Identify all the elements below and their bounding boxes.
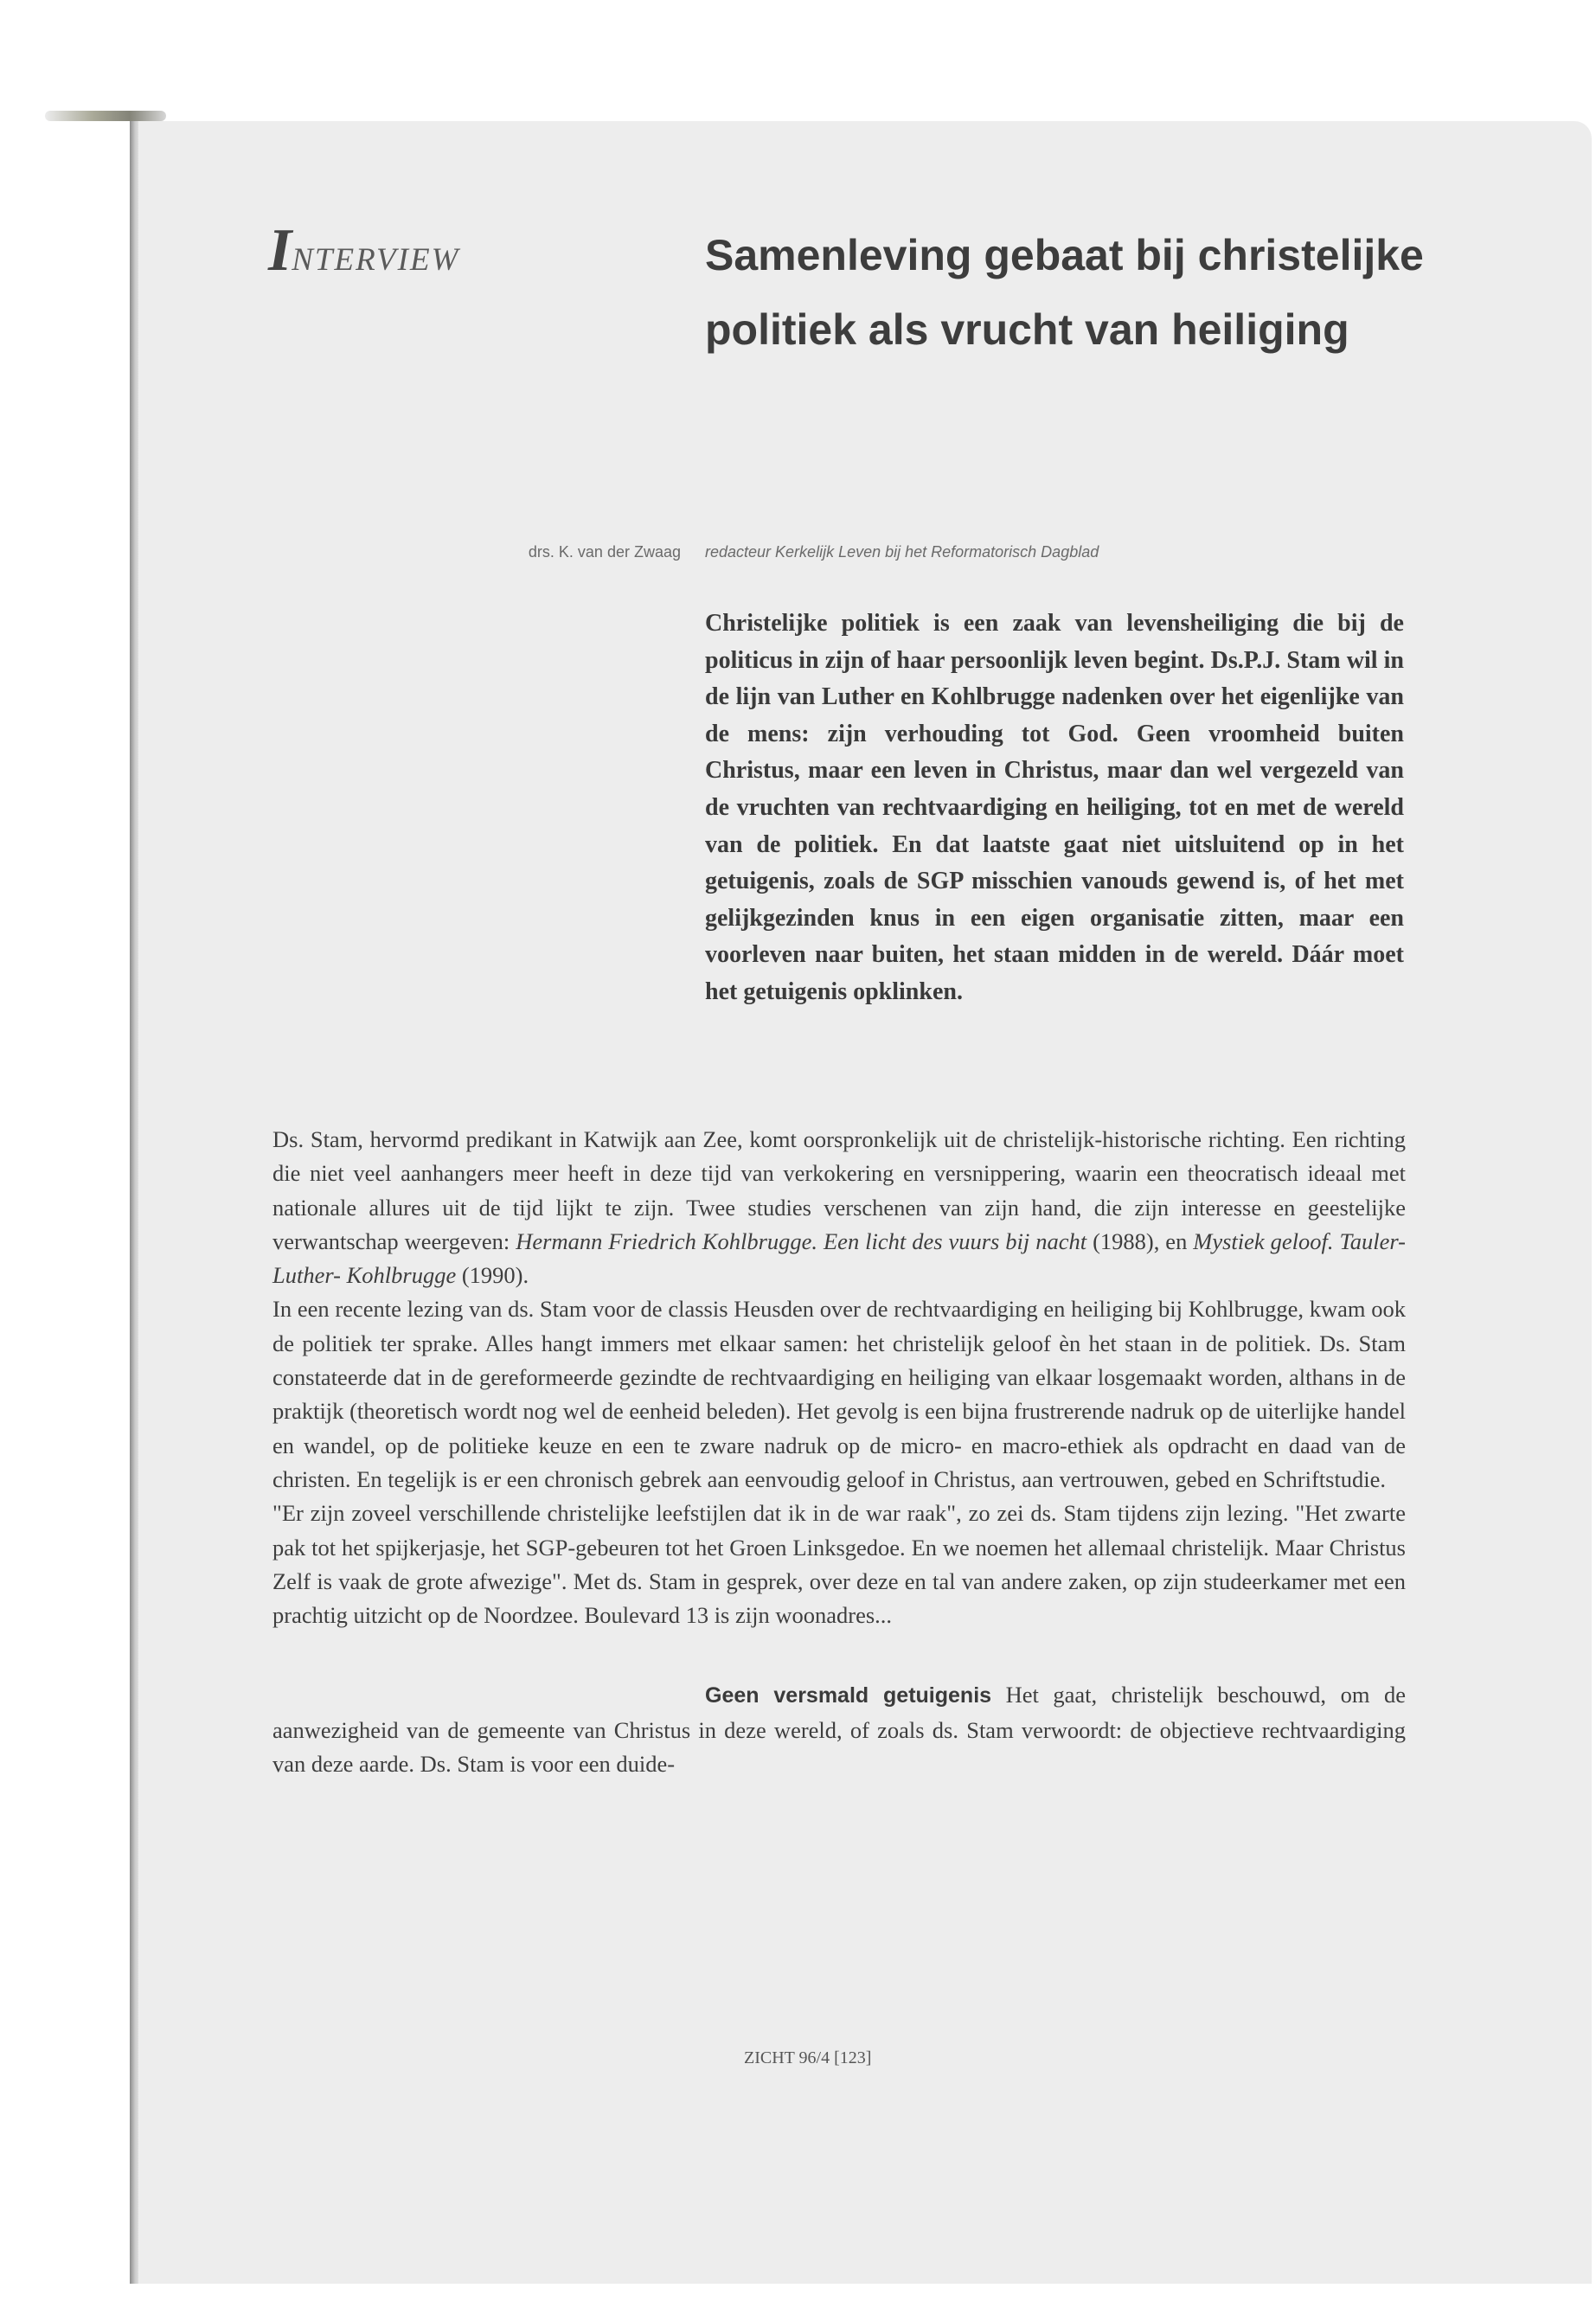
paragraph-spacer [272, 1632, 1406, 1678]
page-footer: ZICHT 96/4 [123] [744, 2048, 872, 2067]
body-paragraph [272, 1678, 1406, 1781]
section-label-rest: NTERVIEW [292, 242, 460, 278]
section-label-initial: I [268, 217, 292, 284]
binding-edge [45, 111, 166, 121]
body-text: (1990). [456, 1262, 529, 1289]
author-name: drs. K. van der Zwaag [528, 543, 681, 561]
body-text: (1988), en [1086, 1227, 1194, 1254]
body-text: Het gaat, christelijk beschouwd, om de aanwezigheid van de gemeente van Christus in deze wereld, of zoals ds. Stam verwoordt: de objectieve rechtvaardiging van deze aarde. Ds. Stam is voor een duide- [272, 1682, 1406, 1778]
body-paragraph [272, 1123, 1406, 1292]
book-title: Mystiek geloof. Tauler-Luther- Kohlbrugge [272, 1227, 1406, 1289]
author-role: redacteur Kerkelijk Leven bij het Reformatorisch Dagblad [705, 543, 1099, 561]
body-paragraph: In een recente lezing van ds. Stam voor de classis Heusden over de rechtvaardiging en heiliging bij Kohlbrugge, kwam ook de politiek ter sprake. Alles hangt immers met elkaar samen: het christelijk geloof èn het staan in de politiek. Ds. Stam constateerde dat in de gereformeerde gezindte de rechtvaardiging en heiliging van elkaar losgemaakt worden, althans in de praktijk (theoretisch wordt nog wel de eenheid beleden). Het gevolg is een bijna frustrerende nadruk op de uiterlijke handel en wandel, op de politieke keuze en een te zware nadruk op de micro- en macro-ethiek als opdracht en daad van de christen. En tegelijk is er een chronisch gebrek aan eenvoudig geloof in Christus, aan vertrouwen, gebed en Schriftstudie. [272, 1296, 1406, 1492]
lead-paragraph: Christelijke politiek is een zaak van levensheiliging die bij de politicus in zijn of haar persoonlijk leven begint. Ds.P.J. Stam wil in de lijn van Luther en Kohlbrugge nadenken over het eigenlijke van de mens: zijn verhouding tot God. Geen vroomheid buiten Christus, maar een leven in Christus, maar dan wel vergezeld van de vruchten van rechtvaardiging en heiliging, tot en met de wereld van de politiek. En dat laatste gaat niet uitsluitend op in het getuigenis, zoals de SGP misschien vanouds gewend is, of het met gelijkgezinden knus in een eigen organisatie zitten, maar een voorleven naar buiten, het staan midden in de wereld. Dáár moet het getuigenis opklinken. [705, 610, 1404, 1005]
page-gutter [130, 121, 138, 2284]
body-paragraph: "Er zijn zoveel verschillende christelijke leefstijlen dat ik in de war raak", zo zei ds. Stam tijdens zijn lezing. "Het zwarte pak tot het spijkerjasje, het SGP-gebeuren tot het Groen Linksgedoe. En we noemen het allemaal christelijk. Maar Christus Zelf is vaak de grote afwezige". Met ds. Stam in gesprek, over deze en tal van andere zaken, op zijn studeerkamer met een prachtig uitzicht op de Noordzee. Boulevard 13 is zijn woonadres... [272, 1500, 1406, 1629]
article-title: Samenleving gebaat bij christelijke politiek als vrucht van heiliging [705, 231, 1424, 354]
article-body [272, 1123, 1406, 1781]
book-title: Hermann Friedrich Kohlbrugge. Een licht des vuurs bij nacht [516, 1227, 1087, 1254]
body-text: Ds. Stam, hervormd predikant in Katwijk aan Zee, komt oorspronkelijk uit de christelijk-historische richting. Een richting die niet veel aanhangers meer heeft in deze tijd van verkokering en versnippering, waarin een theocratisch ideaal met nationale allures uit de tijd lijkt te zijn. Twee studies verschenen van zijn hand, die zijn interesse en geestelijke verwantschap weergeven: [272, 1126, 1406, 1254]
section-label [268, 216, 459, 285]
section-subheading: Geen versmald getuigenis [705, 1683, 992, 1708]
